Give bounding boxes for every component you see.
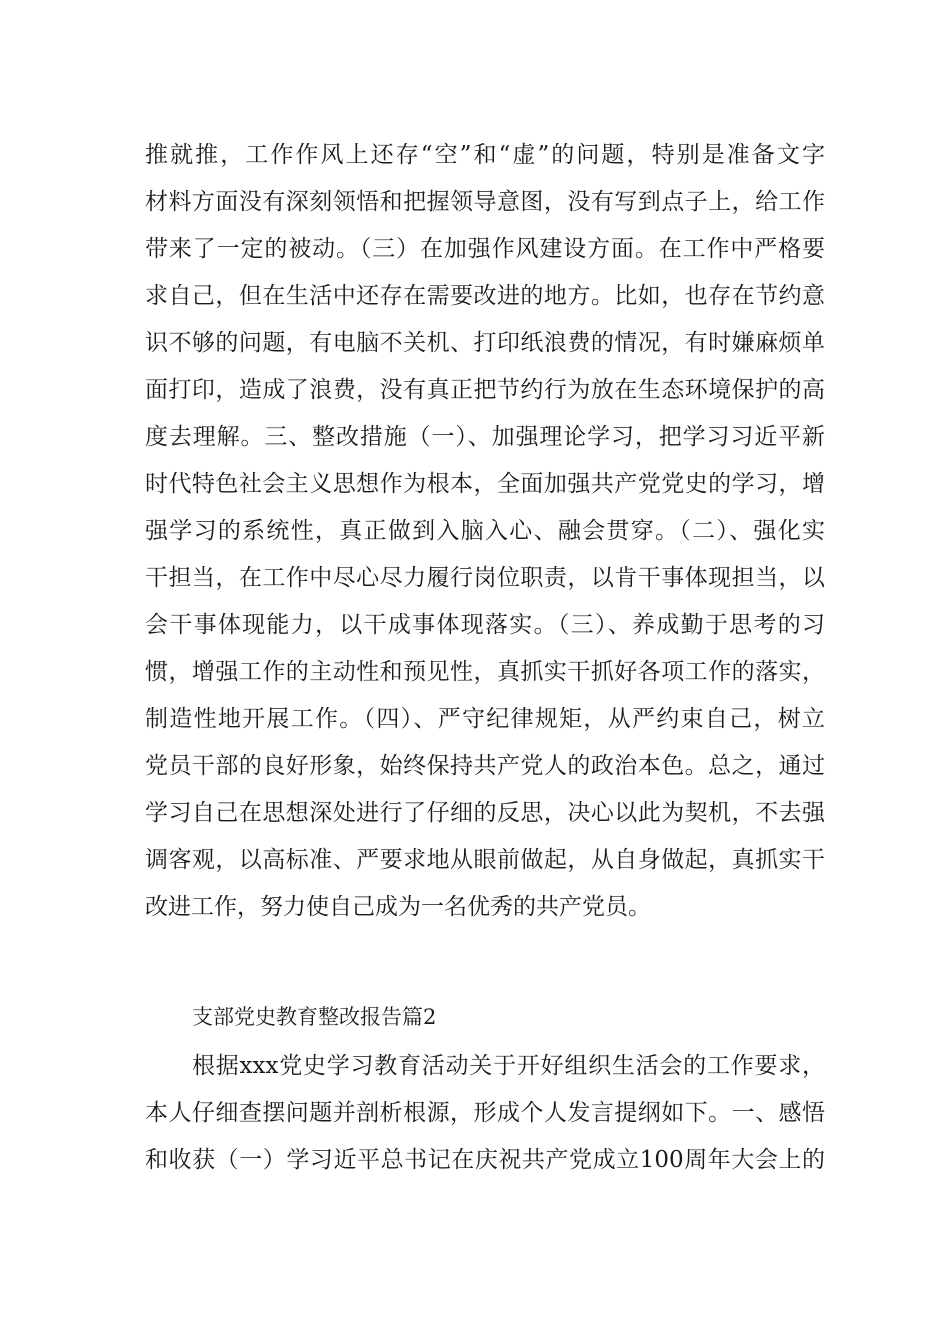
text-line: 带来了一定的被动。（三）在加强作风建设方面。在工作中严格要 <box>145 236 825 262</box>
text-line: 推就推，工作作风上还存“空”和“虚”的问题，特别是准备文字 <box>145 142 825 168</box>
text-line: 惯，增强工作的主动性和预见性，真抓实干抓好各项工作的落实， <box>145 659 825 685</box>
text-line: 和收获（一）学习近平总书记在庆祝共产党成立100周年大会上的 <box>145 1147 825 1173</box>
section-heading: 支部党史教育整改报告篇2 <box>192 1005 437 1029</box>
text-line: 识不够的问题，有电脑不关机、打印纸浪费的情况，有时嫌麻烦单 <box>145 330 825 356</box>
text-line: 求自己，但在生活中还存在需要改进的地方。比如，也存在节约意 <box>145 283 825 309</box>
text-line: 面打印，造成了浪费，没有真正把节约行为放在生态环境保护的高 <box>145 377 825 403</box>
text-line: 根据xxx党史学习教育活动关于开好组织生活会的工作要求， <box>192 1053 825 1079</box>
text-line: 党员干部的良好形象，始终保持共产党人的政治本色。总之，通过 <box>145 753 825 779</box>
text-line: 强学习的系统性，真正做到入脑入心、融会贯穿。（二）、强化实 <box>145 518 825 544</box>
text-line: 制造性地开展工作。（四）、严守纪律规矩，从严约束自己，树立 <box>145 706 825 732</box>
text-line: 干担当，在工作中尽心尽力履行岗位职责，以肯干事体现担当，以 <box>145 565 825 591</box>
text-line: 学习自己在思想深处进行了仔细的反思，决心以此为契机，不去强 <box>145 800 825 826</box>
text-line: 调客观，以高标准、严要求地从眼前做起，从自身做起，真抓实干 <box>145 847 825 873</box>
text-line: 会干事体现能力，以干成事体现落实。（三）、养成勤于思考的习 <box>145 612 825 638</box>
text-line: 本人仔细查摆问题并剖析根源，形成个人发言提纲如下。一、感悟 <box>145 1100 825 1126</box>
text-line: 时代特色社会主义思想作为根本，全面加强共产党党史的学习，增 <box>145 471 825 497</box>
text-line: 度去理解。三、整改措施（一）、加强理论学习，把学习习近平新 <box>145 424 825 450</box>
text-line: 材料方面没有深刻领悟和把握领导意图，没有写到点子上，给工作 <box>145 189 825 215</box>
text-line: 改进工作，努力使自己成为一名优秀的共产党员。 <box>145 894 651 920</box>
